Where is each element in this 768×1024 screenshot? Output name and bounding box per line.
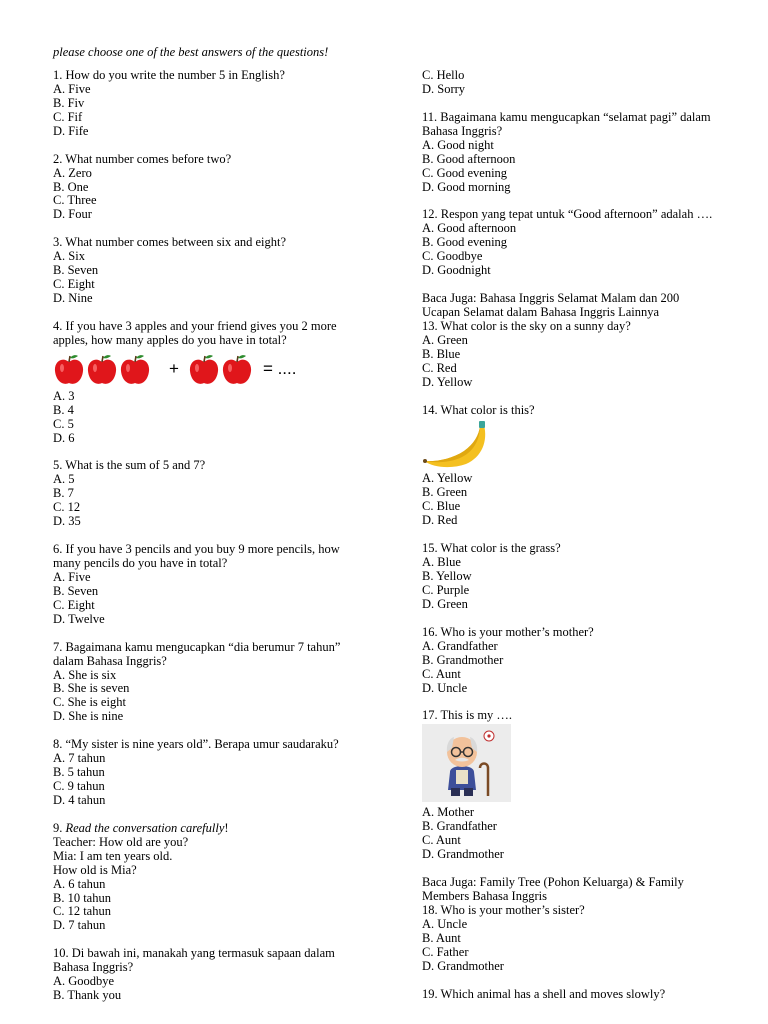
option-d: D. Grandmother bbox=[422, 847, 504, 862]
option-a: A. Blue bbox=[422, 555, 461, 570]
option-a: A. Yellow bbox=[422, 471, 473, 486]
option-b: B. Thank you bbox=[53, 988, 122, 1003]
option-b: B. Aunt bbox=[422, 930, 461, 945]
option-c: C. Good evening bbox=[422, 165, 508, 180]
question-11 bbox=[422, 111, 752, 195]
question-text: 14. What color is this? bbox=[422, 402, 535, 417]
question-13 bbox=[422, 320, 752, 390]
option-b: B. Grandmother bbox=[422, 652, 504, 667]
option-b: B. Seven bbox=[53, 263, 99, 278]
question-text: 12. Respon yang tepat untuk “Good afternoon” adalah …. bbox=[422, 207, 713, 222]
option-c: C. Goodbye bbox=[422, 249, 483, 264]
option-c: C. Eight bbox=[53, 277, 95, 292]
option-c: C. Father bbox=[422, 944, 469, 959]
option-b: B. 7 bbox=[53, 486, 74, 501]
question-10 bbox=[53, 947, 393, 1003]
question-text: 3. What number comes between six and eight? bbox=[53, 235, 287, 250]
question-text-cont: apples, how many apples do you have in total? bbox=[53, 332, 287, 347]
option-d: D. 6 bbox=[53, 430, 75, 445]
option-d: D. Fife bbox=[53, 123, 89, 138]
option-b: B. Good evening bbox=[422, 235, 508, 250]
three-apples-icon bbox=[53, 352, 153, 386]
question-text: 18. Who is your mother’s sister? bbox=[422, 902, 585, 917]
question-12 bbox=[422, 208, 752, 278]
apples-illustration bbox=[53, 348, 393, 390]
dialogue-line: How old is Mia? bbox=[53, 862, 137, 877]
banana-icon bbox=[422, 421, 494, 471]
question-text: 19. Which animal has a shell and moves slowly? bbox=[422, 986, 666, 1001]
option-c: C. She is eight bbox=[53, 695, 126, 710]
question-7 bbox=[53, 641, 393, 725]
question-text-cont: Bahasa Inggris? bbox=[422, 123, 503, 138]
option-a: A. Good night bbox=[422, 137, 494, 152]
question-text: 8. “My sister is nine years old”. Berapa umur saudaraku? bbox=[53, 737, 339, 752]
option-d: D. Four bbox=[53, 207, 92, 222]
instruction-text: please choose one of the best answers of the questions! bbox=[53, 45, 329, 59]
question-text-cont: dalam Bahasa Inggris? bbox=[53, 653, 167, 668]
option-d: D. Green bbox=[422, 596, 468, 611]
banana-illustration bbox=[422, 421, 752, 471]
question-text: 5. What is the sum of 5 and 7? bbox=[53, 458, 206, 473]
option-a: A. Uncle bbox=[422, 916, 468, 931]
option-d: D. Goodnight bbox=[422, 263, 491, 278]
baca-juga-text: Baca Juga: Bahasa Inggris Selamat Malam dan 200 bbox=[422, 291, 680, 305]
option-a: A. 3 bbox=[53, 388, 75, 403]
question-text: 2. What number comes before two? bbox=[53, 151, 232, 166]
option-c: C. Fif bbox=[53, 109, 83, 124]
option-b: B. Green bbox=[422, 485, 468, 500]
option-b: B. Good afternoon bbox=[422, 151, 516, 166]
grandfather-icon bbox=[422, 724, 511, 802]
option-d: D. Grandmother bbox=[422, 958, 504, 973]
option-a: A. She is six bbox=[53, 667, 117, 682]
option-b: B. She is seven bbox=[53, 681, 130, 696]
option-d: D. 4 tahun bbox=[53, 792, 106, 807]
option-d: D. She is nine bbox=[53, 709, 124, 724]
option-c: C. Purple bbox=[422, 582, 470, 597]
option-a: A. Five bbox=[53, 81, 91, 96]
option-c: C. 5 bbox=[53, 416, 74, 431]
question-text: 17. This is my …. bbox=[422, 708, 513, 723]
question-text bbox=[53, 822, 393, 836]
question-2 bbox=[53, 153, 393, 223]
option-b: B. 5 tahun bbox=[53, 765, 105, 780]
question-5 bbox=[53, 459, 393, 529]
question-text: 10. Di bawah ini, manakah yang termasuk sapaan dalam bbox=[53, 946, 335, 961]
option-a: A. 6 tahun bbox=[53, 876, 106, 891]
question-number: 9. bbox=[53, 820, 66, 835]
baca-juga-2 bbox=[422, 876, 752, 904]
option-a: A. Grandfather bbox=[422, 638, 498, 653]
option-c: C. Aunt bbox=[422, 666, 461, 681]
option-b: B. 4 bbox=[53, 402, 74, 417]
option-b: B. Grandfather bbox=[422, 819, 497, 834]
option-a: A. 7 tahun bbox=[53, 751, 106, 766]
question-text: 13. What color is the sky on a sunny day? bbox=[422, 318, 631, 333]
dialogue-line: Mia: I am ten years old. bbox=[53, 848, 173, 863]
question-17 bbox=[422, 709, 752, 862]
question-10-continued bbox=[422, 69, 752, 97]
left-column bbox=[53, 69, 393, 1003]
question-6 bbox=[53, 543, 393, 627]
dialogue-line: Teacher: How old are you? bbox=[53, 834, 189, 849]
question-8 bbox=[53, 738, 393, 808]
grandfather-illustration bbox=[422, 724, 752, 804]
question-italic: Read the conversation carefully bbox=[65, 820, 225, 835]
option-a: A. Green bbox=[422, 332, 468, 347]
question-18 bbox=[422, 904, 752, 974]
option-c: C. Blue bbox=[422, 499, 461, 514]
question-text: 11. Bagaimana kamu mengucapkan “selamat pagi” dalam bbox=[422, 109, 711, 124]
question-14 bbox=[422, 404, 752, 529]
option-d: D. Yellow bbox=[422, 374, 473, 389]
plus-sign: + bbox=[169, 358, 179, 378]
option-c: C. 12 tahun bbox=[53, 904, 111, 919]
option-c: C. Eight bbox=[53, 597, 95, 612]
option-d: D. 35 bbox=[53, 514, 81, 529]
question-text: 6. If you have 3 pencils and you buy 9 more pencils, how bbox=[53, 542, 340, 557]
question-text: 1. How do you write the number 5 in English? bbox=[53, 68, 285, 82]
option-d: D. Sorry bbox=[422, 81, 466, 96]
option-b: B. Fiv bbox=[53, 95, 85, 110]
option-d: D. Red bbox=[422, 513, 458, 528]
question-9 bbox=[53, 822, 393, 934]
option-c: C. 12 bbox=[53, 500, 81, 515]
question-text: 15. What color is the grass? bbox=[422, 541, 561, 556]
option-a: A. Goodbye bbox=[53, 974, 115, 989]
baca-juga-text: Baca Juga: Family Tree (Pohon Keluarga) & Family bbox=[422, 875, 684, 889]
option-d: D. 7 tahun bbox=[53, 918, 106, 933]
option-b: B. One bbox=[53, 179, 89, 194]
question-text: 7. Bagaimana kamu mengucapkan “dia berumur 7 tahun” bbox=[53, 639, 341, 654]
option-a: A. 5 bbox=[53, 472, 75, 487]
option-b: B. Blue bbox=[422, 346, 461, 361]
option-d: D. Good morning bbox=[422, 179, 511, 194]
exclamation: ! bbox=[224, 820, 229, 835]
baca-juga-text-cont: Ucapan Selamat dalam Bahasa Inggris Lainnya bbox=[422, 304, 660, 319]
question-text: 16. Who is your mother’s mother? bbox=[422, 624, 594, 639]
question-1 bbox=[53, 69, 393, 139]
question-3 bbox=[53, 236, 393, 306]
question-15 bbox=[422, 542, 752, 612]
question-16 bbox=[422, 626, 752, 696]
two-apples-icon bbox=[188, 352, 254, 386]
option-c: C. Aunt bbox=[422, 833, 461, 848]
option-b: B. Seven bbox=[53, 583, 99, 598]
question-text: 4. If you have 3 apples and your friend gives you 2 more bbox=[53, 318, 337, 333]
option-d: D. Uncle bbox=[422, 680, 468, 695]
option-d: D. Nine bbox=[53, 291, 93, 305]
right-column bbox=[422, 69, 752, 1001]
question-text-cont: Bahasa Inggris? bbox=[53, 960, 134, 975]
option-a: A. Good afternoon bbox=[422, 221, 517, 236]
option-a: A. Mother bbox=[422, 805, 475, 820]
question-text-cont: many pencils do you have in total? bbox=[53, 556, 228, 570]
option-a: A. Zero bbox=[53, 165, 92, 180]
option-b: B. 10 tahun bbox=[53, 890, 111, 905]
question-4 bbox=[53, 320, 393, 446]
option-a: A. Six bbox=[53, 249, 85, 264]
equals-sign: = .... bbox=[262, 358, 297, 378]
option-c: C. Hello bbox=[422, 68, 465, 82]
option-c: C. Three bbox=[53, 193, 97, 208]
option-c: C. 9 tahun bbox=[53, 779, 105, 793]
option-d: D. Twelve bbox=[53, 611, 105, 626]
baca-juga-text-cont: Members Bahasa Inggris bbox=[422, 888, 547, 903]
question-19 bbox=[422, 988, 752, 1002]
option-a: A. Five bbox=[53, 569, 91, 584]
baca-juga-1 bbox=[422, 292, 752, 320]
option-b: B. Yellow bbox=[422, 569, 472, 583]
option-c: C. Red bbox=[422, 360, 457, 375]
